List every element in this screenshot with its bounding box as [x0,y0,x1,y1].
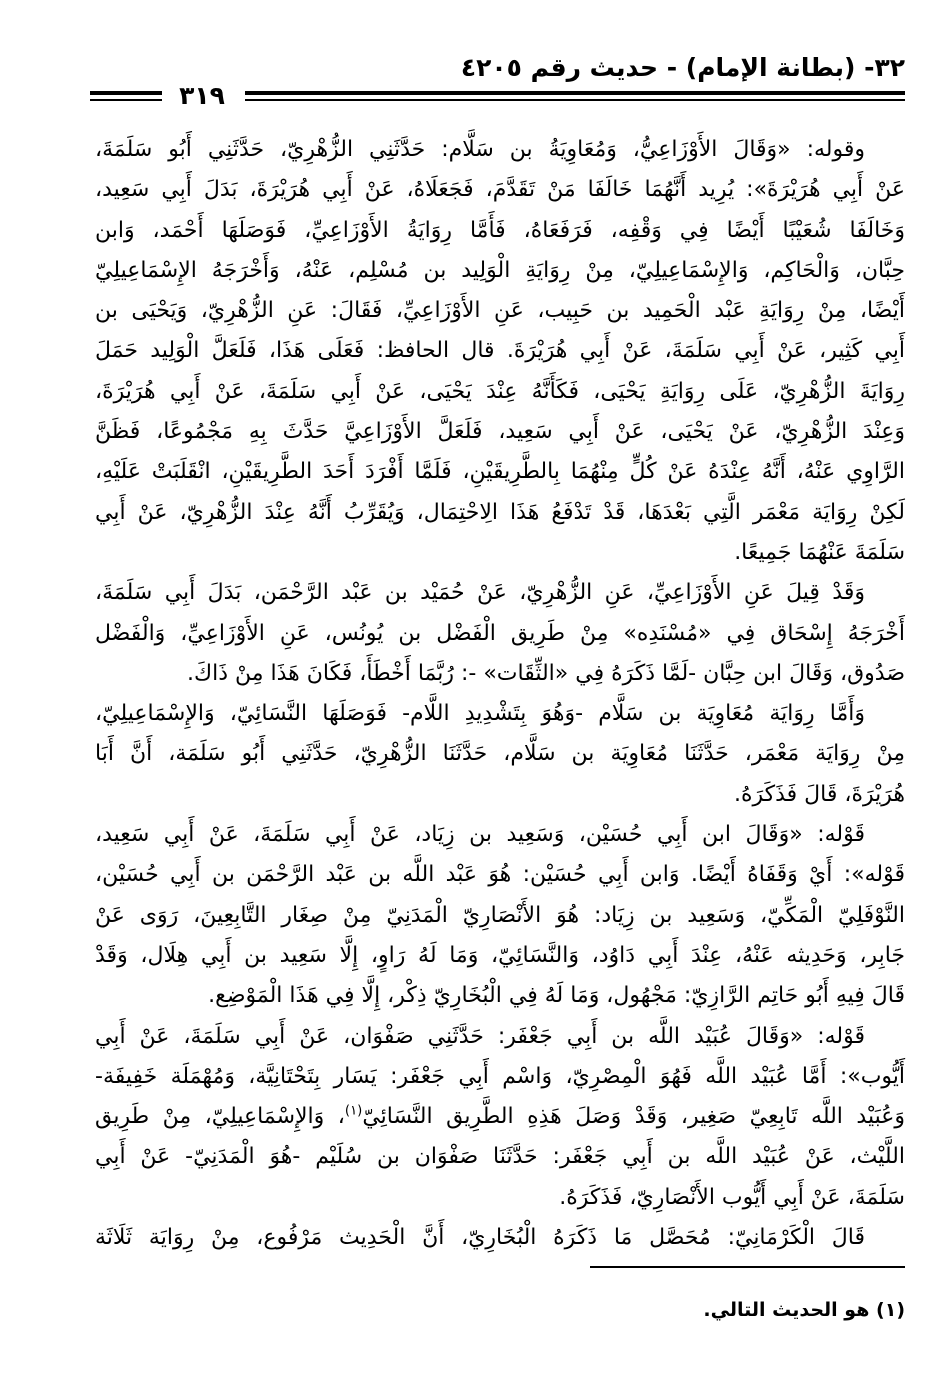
paragraph [95,573,905,694]
page-number: ٣١٩ [179,81,225,110]
paragraph [95,130,905,573]
text-line: أَيْضًا، مِنْ رِوَايَةِ عَبْد الْحَمِيد بن حَبِيب، عَنِ الأَوْزَاعِيِّ، فَقَالَ: عَنِ الزُّهْرِيّ، وَيَحْيَى بن [95,298,905,324]
text-line: وَقَدْ قِيلَ عَنِ الأَوْزَاعِيِّ، عَنِ الزُّهْرِيّ، عَنْ حُمَيْد بن عَبْد الرَّحْمَن، بَدَلَ أَبِي سَلَمَةَ، [95,580,865,606]
text-line: حِبَّان، وَالْحَاكِم، وَالإِسْمَاعِيلِيّ، مِنْ رِوَايَةِ الْوَلِيد بن مُسْلِم، عَنْهُ، وَأَخْرَجَهُ الإِسْمَاعِيلِيّ [95,257,905,283]
header-rule-right [245,91,905,101]
text-line [95,1097,905,1137]
text-line: لَكِنْ رِوَايَة مَعْمَر الَّتِي بَعْدَهَا، قَدْ تَدْفَعُ هَذَا الِاحْتِمَال، وَيُقَرِّبُ أَنَّهُ عِنْدَ الزُّهْرِيّ، عَنْ أَبِي [95,499,905,525]
text-line: هُرَيْرَةَ، قَالَ فَذَكَرَهُ. [733,781,905,807]
paragraph [95,1017,905,1218]
text-line: سَلَمَةَ، عَنْ أَبِي أَيُّوب الأَنْصَارِيّ، فَذَكَرَهُ. [559,1184,905,1210]
paragraph [95,815,905,1016]
text-line: قَوْله: «وَقَالَ عُبَيْد اللَّه بن أَبِي جَعْفَر: حَدَّثَنِي صَفْوَان، عَنْ أَبِي سَلَمَةَ، عَنْ أَبِي [95,1023,865,1049]
text-line: وَأَمَّا رِوَايَة مُعَاوِيَة بن سَلَّام -وَهُوَ بِتَشْدِيدِ اللَّام- فَوَصَلَهَا النَّسَائِيّ، وَالإِسْمَاعِيلِيّ، [95,701,865,727]
text-line: رِوَايَةَ الزُّهْرِيّ، عَلَى رِوَايَةِ يَحْيَى، فَكَأَنَّهُ عِنْدَ يَحْيَى، عَنْ أَبِي سَلَمَةَ، عَنْ أَبِي هُرَيْرَةَ، [95,378,905,404]
paragraph [95,694,905,815]
text-segment: ، وَالإِسْمَاعِيلِيّ، مِنْ طَرِيق [95,1104,345,1130]
text-line: وَخَالَفَا شُعَيْبًا أَيْضًا فِي وَقْفِه، فَرَفَعَاهُ، فَأَمَّا رِوَايَةُ الأَوْزَاعِيِّ، فَوَصَلَهَا أَحْمَد، وَابن [95,217,905,243]
text-line: قَالَ فِيهِ أَبُو حَاتِم الرَّازِيّ: مَجْهُول، وَمَا لَهُ فِي الْبُخَارِيّ ذِكْر، إِلَّا فِي هَذَا الْمَوْضِع. [208,983,905,1009]
text-line: أَبِي كَثِير، عَنْ أَبِي سَلَمَةَ، عَنْ أَبِي هُرَيْرَةَ. قال الحافظ: فَعَلَى هَذَا، فَلَعَلَّ الْوَلِيد حَمَلَ [95,338,905,364]
text-line: سَلَمَةَ عَنْهُمَا جَمِيعًا. [734,539,905,565]
text-line: صَدُوق، وَقَالَ ابن حِبَّان -لَمَّا ذَكَرَهُ فِي «الثِّقَات» -: رُبَّمَا أَخْطَأَ، فَكَانَ هَذَا مِنْ ذَاكَ. [186,660,905,686]
text-line: مِنْ رِوَايَة مَعْمَر، حَدَّثَنَا مُعَاوِيَة بن سَلَّام، حَدَّثَنَا الزُّهْرِيّ، حَدَّثَنِي أَبُو سَلَمَة، أَنَّ أَبَا [95,741,905,767]
text-line: جَابِر، وَحَدِيثه عَنْهُ، عِنْدَ أَبِي دَاوُد، وَالنَّسَائِيّ، وَمَا لَهُ رَاوٍ، إِلَّا سَعِيد بن أَبِي هِلَال، وَقَدْ [95,942,905,968]
footnote: (١) هو الحديث التالي. [703,1299,905,1321]
text-line: أَيُّوب»: أَمَّا عُبَيْد اللَّه فَهُوَ الْمِصْرِيّ، وَاسْم أَبِي جَعْفَر: يَسَار بِتَحْتَانِيَّة، وَمُهْمَلَة خَفِيفَة- [95,1063,905,1089]
text-line: قَوْله»: أَيْ وَقَفَاهُ أَيْضًا. وَابن أَبِي حُسَيْن: هُوَ عَبْد اللَّه بن عَبْد الرَّحْمَن بن أَبِي حُسَيْن، [95,862,905,888]
text-line: وَعِنْدَ الزُّهْرِيّ، عَنْ يَحْيَى، عَنْ أَبِي سَعِيد، فَلَعَلَّ الأَوْزَاعِيَّ حَدَّثَ بِهِ مَجْمُوعًا، فَظَنَّ [95,419,905,445]
header-rule-left [90,91,162,101]
text-line: قَوْله: «وَقَالَ ابن أَبِي حُسَيْن، وَسَعِيد بن زِيَاد، عَنْ أَبِي سَلَمَةَ، عَنْ أَبِي سَعِيد، [95,822,865,848]
text-line: وقوله: «وَقَالَ الأَوْزَاعِيُّ، وَمُعَاوِيَةُ بن سَلَّام: حَدَّثَنِي الزُّهْرِيّ، حَدَّثَنِي أَبُو سَلَمَةَ، [95,137,865,162]
text-line: قَالَ الْكَرْمَانِيّ: مُحَصَّل مَا ذَكَرَهُ الْبُخَارِيّ، أَنَّ الْحَدِيث مَرْفُوع، مِنْ رِوَايَة ثَلَاثَة [95,1225,865,1251]
text-segment: وَعُبَيْد اللَّه تَابِعِيّ صَغِير، وَقَدْ وَصَلَ هَذِهِ الطَّرِيق النَّسَائِيّ [362,1104,906,1130]
footnote-separator [590,1266,905,1268]
text-line: عَنْ أَبِي هُرَيْرَةَ»: يُرِيد أَنَّهُمَا خَالَفَا مَنْ تَقَدَّمَ، فَجَعَلَاهُ، عَنْ أَبِي هُرَيْرَةَ، بَدَلَ أَبِي سَعِيد، [95,177,905,203]
text-line: الرَّاوِي عَنْهُ، أَنَّهُ عِنْدَهُ عَنْ كُلٍّ مِنْهُمَا بِالطَّرِيقَيْنِ، فَلَمَّا أَفْرَدَ أَحَدَ الطَّرِيقَيْنِ، انْقَلَبَتْ عَلَيْهِ، [95,459,905,485]
page-body [95,130,905,1258]
text-line: أَخْرَجَهُ إِسْحَاق فِي «مُسْنَدِه» مِنْ طَرِيق الْفَضْل بن يُونُس، عَنِ الأَوْزَاعِيِّ، وَالْفَضْل [95,620,905,646]
text-line: اللَّيْث، عَنْ عُبَيْد اللَّه بن أَبِي جَعْفَر: حَدَّثَنَا صَفْوَان بن سُلَيْم -هُوَ الْمَدَنِيّ- عَنْ أَبِي [95,1144,905,1170]
footnote-reference: (١) [344,1103,363,1119]
running-header: ٣٢- (بطانة الإمام) - حديث رقم ٤٢٠٥ [460,53,905,82]
text-line: النَّوْفَلِيّ الْمَكِّيّ، وَسَعِيد بن زِيَاد: هُوَ الأَنْصَارِيّ الْمَدَنِيّ مِنْ صِغَار التَّابِعِينَ، رَوَى عَنْ [95,902,905,928]
paragraph [95,1218,905,1258]
